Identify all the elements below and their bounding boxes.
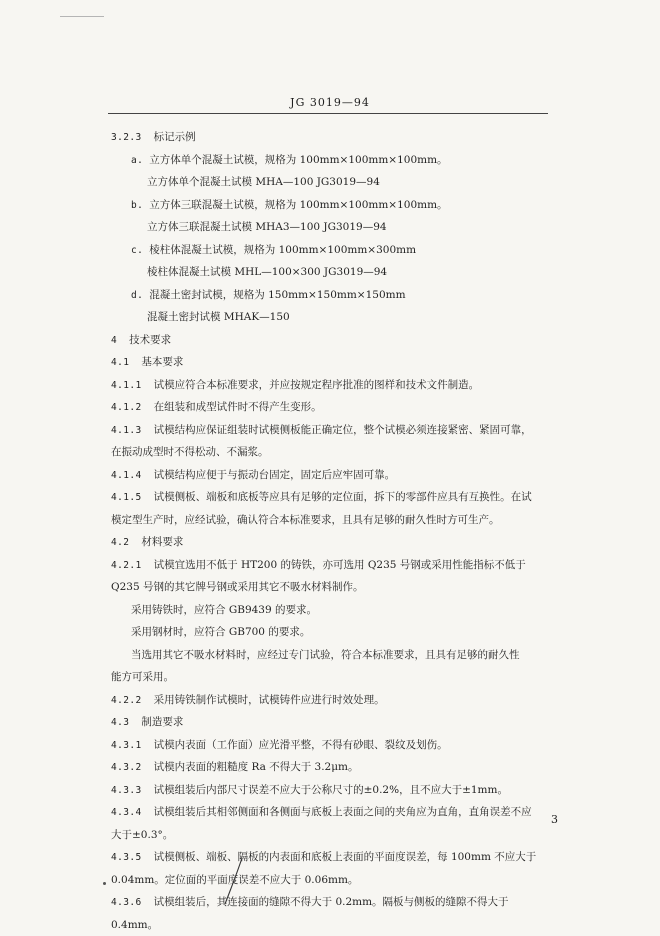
clause-text: 试模应符合本标准要求，并应按规定程序批准的图样和技术文件制造。 (154, 379, 480, 391)
clause-number: a. (131, 155, 143, 166)
page-header: JG 3019—94 (0, 96, 660, 109)
clause-paragraph (111, 486, 551, 509)
list-item-example (111, 261, 551, 284)
clause-number: c. (131, 245, 143, 256)
clause-number: 4.2 (111, 537, 129, 548)
clause-text: 采用铸铁制作试模时，试模铸件应进行时效处理。 (154, 694, 385, 706)
clause-paragraph (111, 554, 551, 577)
clause-text: 混凝土密封试模 MHAK—150 (147, 311, 290, 323)
clause-text: 采用铸铁时，应符合 GB9439 的要求。 (131, 604, 317, 616)
clause-paragraph (111, 464, 551, 487)
clause-number: 4 (111, 335, 117, 346)
clause-paragraph (111, 734, 551, 757)
clause-text: 在组装和成型试件时不得产生变形。 (154, 401, 322, 413)
list-item-example (111, 306, 551, 329)
clause-number: 4.3.5 (111, 852, 142, 863)
clause-number: 4.1.1 (111, 380, 142, 391)
clause-paragraph (111, 891, 551, 914)
paragraph-continuation (111, 509, 551, 532)
clause-number: 4.1.4 (111, 470, 142, 481)
clause-paragraph (111, 396, 551, 419)
clause-number: 4.1 (111, 357, 129, 368)
clause-text: 制造要求 (141, 716, 183, 728)
clause-text: 基本要求 (141, 356, 183, 368)
clause-text: 标记示例 (154, 131, 196, 143)
clause-number: 4.2.1 (111, 560, 142, 571)
list-item (111, 239, 551, 262)
list-item-example (111, 216, 551, 239)
chapter-heading (111, 329, 551, 352)
clause-text: 大于±0.3°。 (111, 829, 173, 841)
clause-text: 棱柱体混凝土试模 MHL—100×300 JG3019—94 (147, 266, 387, 278)
scan-speck (103, 882, 106, 885)
clause-number: d. (131, 290, 143, 301)
clause-text: 试模内表面（工作面）应光滑平整，不得有砂眼、裂纹及划伤。 (154, 739, 448, 751)
clause-paragraph (111, 756, 551, 779)
paragraph-continuation (111, 576, 551, 599)
clause-number: 4.1.5 (111, 492, 142, 503)
paragraph-continuation (111, 441, 551, 464)
scan-mark (60, 16, 104, 17)
clause-text: 能方可采用。 (111, 671, 174, 683)
section-heading (111, 711, 551, 734)
clause-text: 材料要求 (141, 536, 183, 548)
clause-number: 3.2.3 (111, 132, 142, 143)
header-rule (108, 113, 548, 114)
indented-paragraph (111, 599, 551, 622)
clause-number: 4.3.4 (111, 807, 142, 818)
clause-paragraph (111, 374, 551, 397)
clause-text: 试模组装后其相邻侧面和各侧面与底板上表面之间的夹角应为直角，直角误差不应 (154, 806, 532, 818)
clause-text: 技术要求 (129, 334, 171, 346)
clause-text: 试模侧板、端板和底板等应具有足够的定位面，拆下的零部件应具有互换性。在试 (154, 491, 532, 503)
list-item (111, 284, 551, 307)
paragraph-continuation (111, 666, 551, 689)
paragraph-continuation (111, 824, 551, 847)
clause-text: 混凝土密封试模，规格为 150mm×150mm×150mm (149, 289, 405, 301)
clause-number: 4.3 (111, 717, 129, 728)
clause-paragraph (111, 779, 551, 802)
clause-number: 4.2.2 (111, 695, 142, 706)
list-item (111, 194, 551, 217)
clause-paragraph (111, 419, 551, 442)
list-item (111, 149, 551, 172)
pen-stroke-mark (222, 856, 246, 906)
clause-number: b. (131, 200, 143, 211)
clause-text: 0.4mm。 (111, 919, 158, 931)
list-item-example (111, 171, 551, 194)
clause-text: 在振动成型时不得松动、不漏浆。 (111, 446, 269, 458)
clause-text: Q235 号钢的其它牌号钢或采用其它不吸水材料制作。 (111, 581, 364, 593)
clause-text: 采用钢材时，应符合 GB700 的要求。 (131, 626, 310, 638)
clause-paragraph (111, 689, 551, 712)
clause-text: 当选用其它不吸水材料时，应经过专门试验，符合本标准要求，且具有足够的耐久性 (131, 649, 520, 661)
clause-text: 试模宜选用不低于 HT200 的铸铁，亦可选用 Q235 号钢或采用性能指标不低于 (154, 559, 526, 571)
clause-text: 立方体单个混凝土试模 MHA—100 JG3019—94 (147, 176, 380, 188)
clause-number: 4.1.2 (111, 402, 142, 413)
clause-number: 4.1.3 (111, 425, 142, 436)
indented-paragraph (111, 644, 551, 667)
clause-text: 试模结构应便于与振动台固定，固定后应牢固可靠。 (154, 469, 396, 481)
clause-text: 试模侧板、端板、隔板的内表面和底板上表面的平面度误差，每 100mm 不应大于 (154, 851, 537, 863)
clause-text: 模定型生产时，应经试验，确认符合本标准要求，且具有足够的耐久性时方可生产。 (111, 514, 500, 526)
clause-text: 棱柱体混凝土试模，规格为 100mm×100mm×300mm (149, 244, 416, 256)
clause-text: 立方体三联混凝土试模 MHA3—100 JG3019—94 (147, 221, 387, 233)
page-number: 3 (551, 813, 558, 826)
section-heading (111, 351, 551, 374)
section-heading (111, 531, 551, 554)
clause-text: 立方体三联混凝土试模，规格为 100mm×100mm×100mm。 (149, 199, 447, 211)
section-heading (111, 126, 551, 149)
indented-paragraph (111, 621, 551, 644)
clause-text: 0.04mm。定位面的平面度误差不应大于 0.06mm。 (111, 874, 358, 886)
clause-text: 试模组装后内部尺寸误差不应大于公称尺寸的±0.2%，且不应大于±1mm。 (154, 784, 508, 796)
clause-text: 试模组装后，其连接面的缝隙不得大于 0.2mm。隔板与侧板的缝隙不得大于 (154, 896, 509, 908)
clause-text: 试模结构应保证组装时试模侧板能正确定位，整个试模必须连接紧密、紧固可靠， (154, 424, 532, 436)
clause-paragraph (111, 846, 551, 869)
clause-number: 4.3.1 (111, 740, 142, 751)
clause-text: 立方体单个混凝土试模，规格为 100mm×100mm×100mm。 (149, 154, 447, 166)
clause-number: 4.3.3 (111, 785, 142, 796)
clause-number: 4.3.2 (111, 762, 142, 773)
paragraph-continuation (111, 869, 551, 892)
clause-number: 4.3.6 (111, 897, 142, 908)
clause-paragraph (111, 801, 551, 824)
clause-text: 试模内表面的粗糙度 Ra 不得大于 3.2μm。 (154, 761, 359, 773)
document-body (111, 126, 551, 936)
